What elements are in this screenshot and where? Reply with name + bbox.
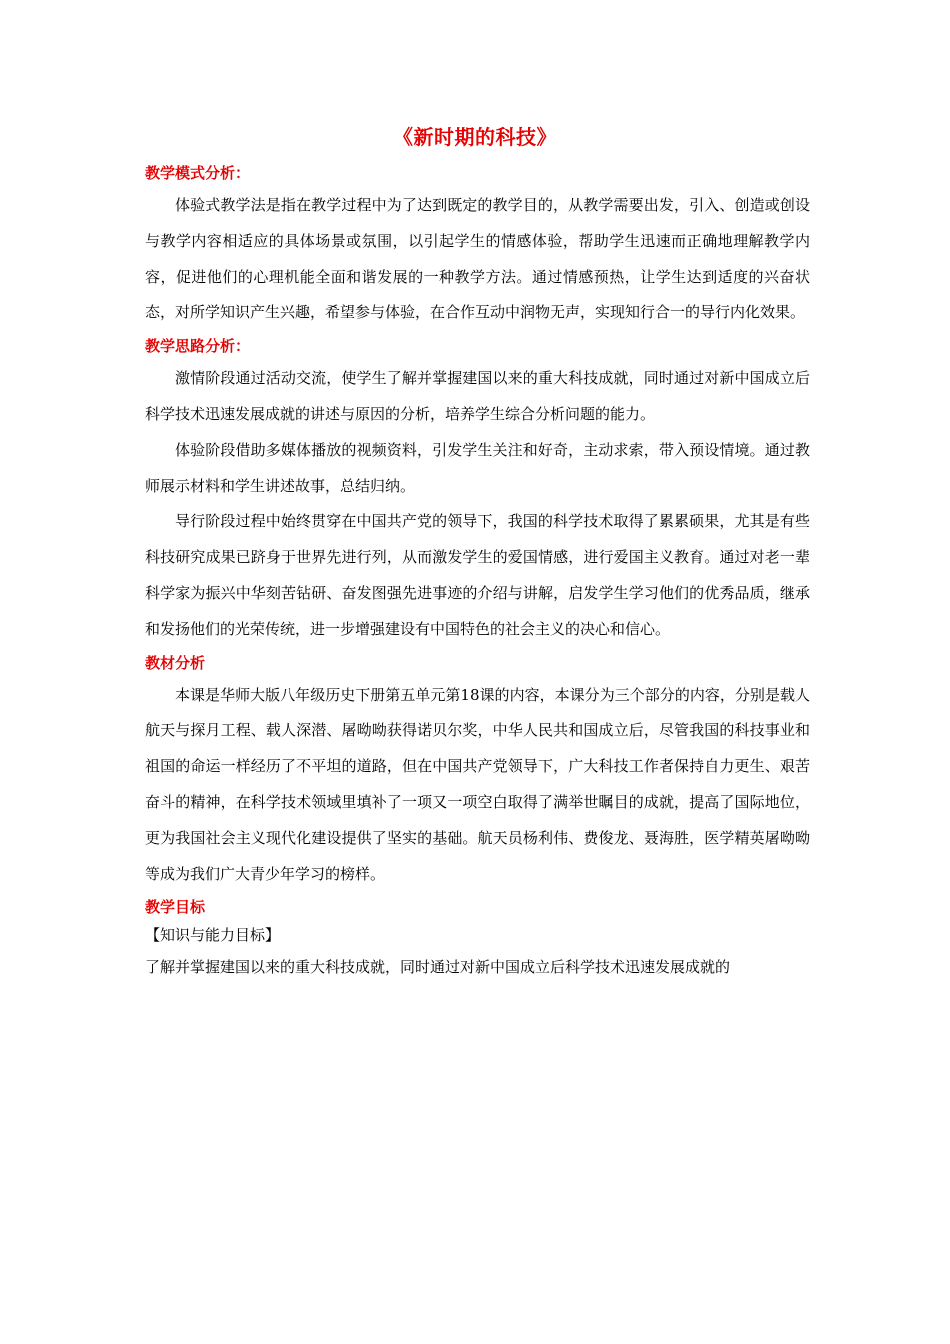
section-heading: 教学思路分析： [145, 337, 251, 356]
paragraph: 体验阶段借助多媒体播放的视频资料，引发学生关注和好奇，主动求索，带入预设情境。通过教师展示材料和学生讲述故事，总结归纳。 [145, 440, 810, 495]
document-title: 《新时期的科技》 [393, 125, 557, 149]
section-heading: 教学目标 [145, 898, 206, 917]
paragraph: 本课是华师大版八年级历史下册第五单元第18课的内容，本课分为三个部分的内容，分别是载人航天与探月工程、载人深潜、屠呦呦获得诺贝尔奖，中华人民共和国成立后，尽管我国的科技事业和祖国的命运一样经历了不平坦的道路，但在中国共产党领导下，广大科技工作者保持自力更生、艰苦奋斗的精神，在科学技术领域里填补了一项又一项空白取得了满举世瞩目的成就，提高了国际地位，更为我国社会主义现代化建设提供了坚实的基础。航天员杨利伟、费俊龙、聂海胜，医学精英屠呦呦等成为我们广大青少年学习的榜样。 [145, 685, 810, 883]
section-heading: 教学模式分析： [145, 164, 251, 182]
paragraph: 导行阶段过程中始终贯穿在中国共产党的领导下，我国的科学技术取得了累累硕果，尤其是有些科技研究成果已跻身于世界先进行列，从而激发学生的爱国情感，进行爱国主义教育。通过对老一辈科学家为振兴中华刻苦钻研、奋发图强先进事迹的介绍与讲解，启发学生学习他们的优秀品质，继承和发扬他们的光荣传统，进一步增强建设有中国特色的社会主义的决心和信心。 [145, 512, 810, 638]
subheading: 【知识与能力目标】 [145, 926, 281, 945]
document-body [145, 160, 810, 986]
section-teaching-mode [145, 160, 810, 331]
section-textbook-analysis [145, 650, 810, 893]
paragraph: 激情阶段通过活动交流，使学生了解并掌握建国以来的重大科技成就，同时通过对新中国成立后科学技术迅速发展成就的讲述与原因的分析，培养学生综合分析问题的能力。 [145, 369, 810, 423]
paragraph: 了解并掌握建国以来的重大科技成就，同时通过对新中国成立后科学技术迅速发展成就的 [145, 958, 731, 977]
paragraph: 体验式教学法是指在教学过程中为了达到既定的教学目的，从教学需要出发，引入、创造或创设与教学内容相适应的具体场景或氛围，以引起学生的情感体验，帮助学生迅速而正确地理解教学内容，促进他们的心理机能全面和谐发展的一种教学方法。通过情感预热，让学生达到适度的兴奋状态，对所学知识产生兴趣，希望参与体验，在合作互动中润物无声，实现知行合一的导行内化效果。 [145, 196, 810, 322]
section-teaching-approach [145, 333, 810, 647]
section-teaching-goals [145, 894, 810, 986]
section-heading: 教材分析 [145, 653, 206, 672]
